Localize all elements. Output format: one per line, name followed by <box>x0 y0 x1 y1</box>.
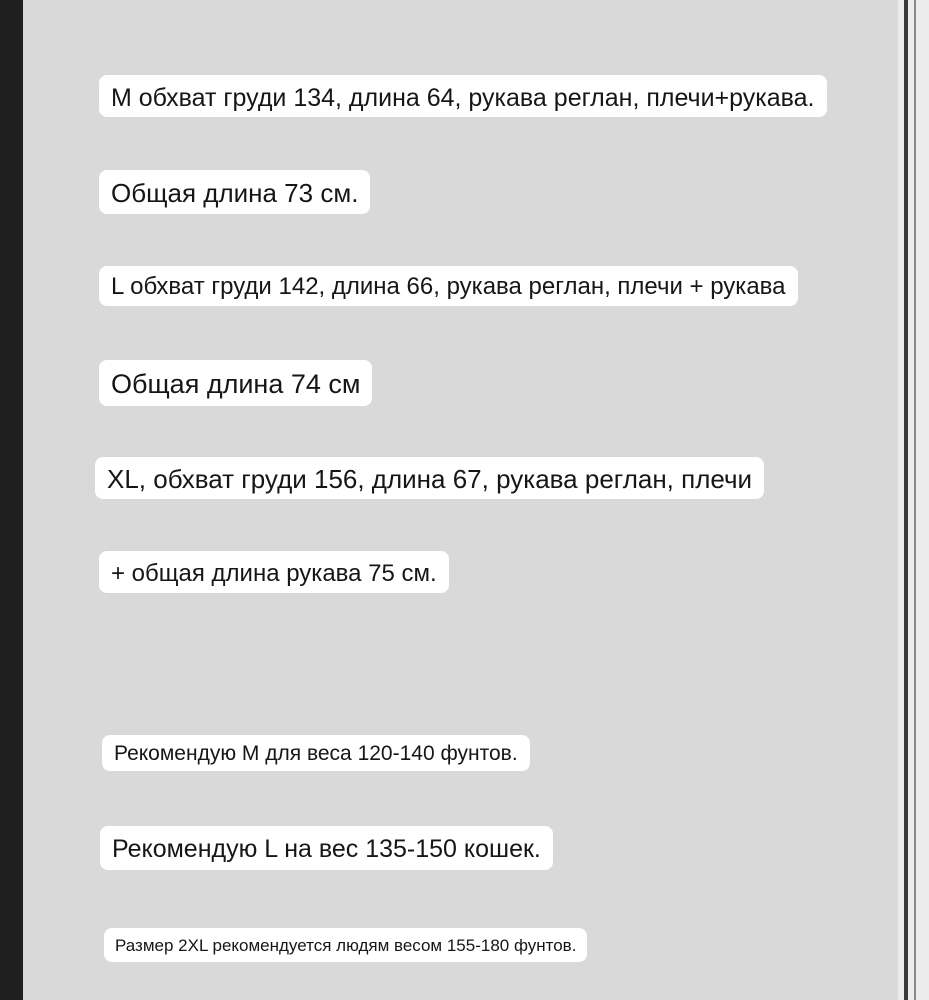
size-l-measurements-text: L обхват груди 142, длина 66, рукава реглан, плечи + рукава <box>99 266 798 306</box>
size-xl-measurements-text: XL, обхват груди 156, длина 67, рукава реглан, плечи <box>95 457 764 499</box>
size-m-measurements-text: M обхват груди 134, длина 64, рукава реглан, плечи+рукава. <box>99 75 827 117</box>
screenshot-panel <box>23 0 898 1000</box>
recommendation-m-text: Рекомендую M для веса 120-140 фунтов. <box>102 735 530 771</box>
right-edge-strip <box>898 0 929 1000</box>
size-m-total-length-text: Общая длина 73 см. <box>99 170 370 214</box>
recommendation-l-text: Рекомендую L на вес 135-150 кошек. <box>100 826 553 870</box>
size-xl-sleeve-length-text: + общая длина рукава 75 см. <box>99 551 449 593</box>
recommendation-2xl-text: Размер 2XL рекомендуется людям весом 155-180 фунтов. <box>104 928 587 962</box>
size-l-total-length-text: Общая длина 74 см <box>99 360 372 406</box>
